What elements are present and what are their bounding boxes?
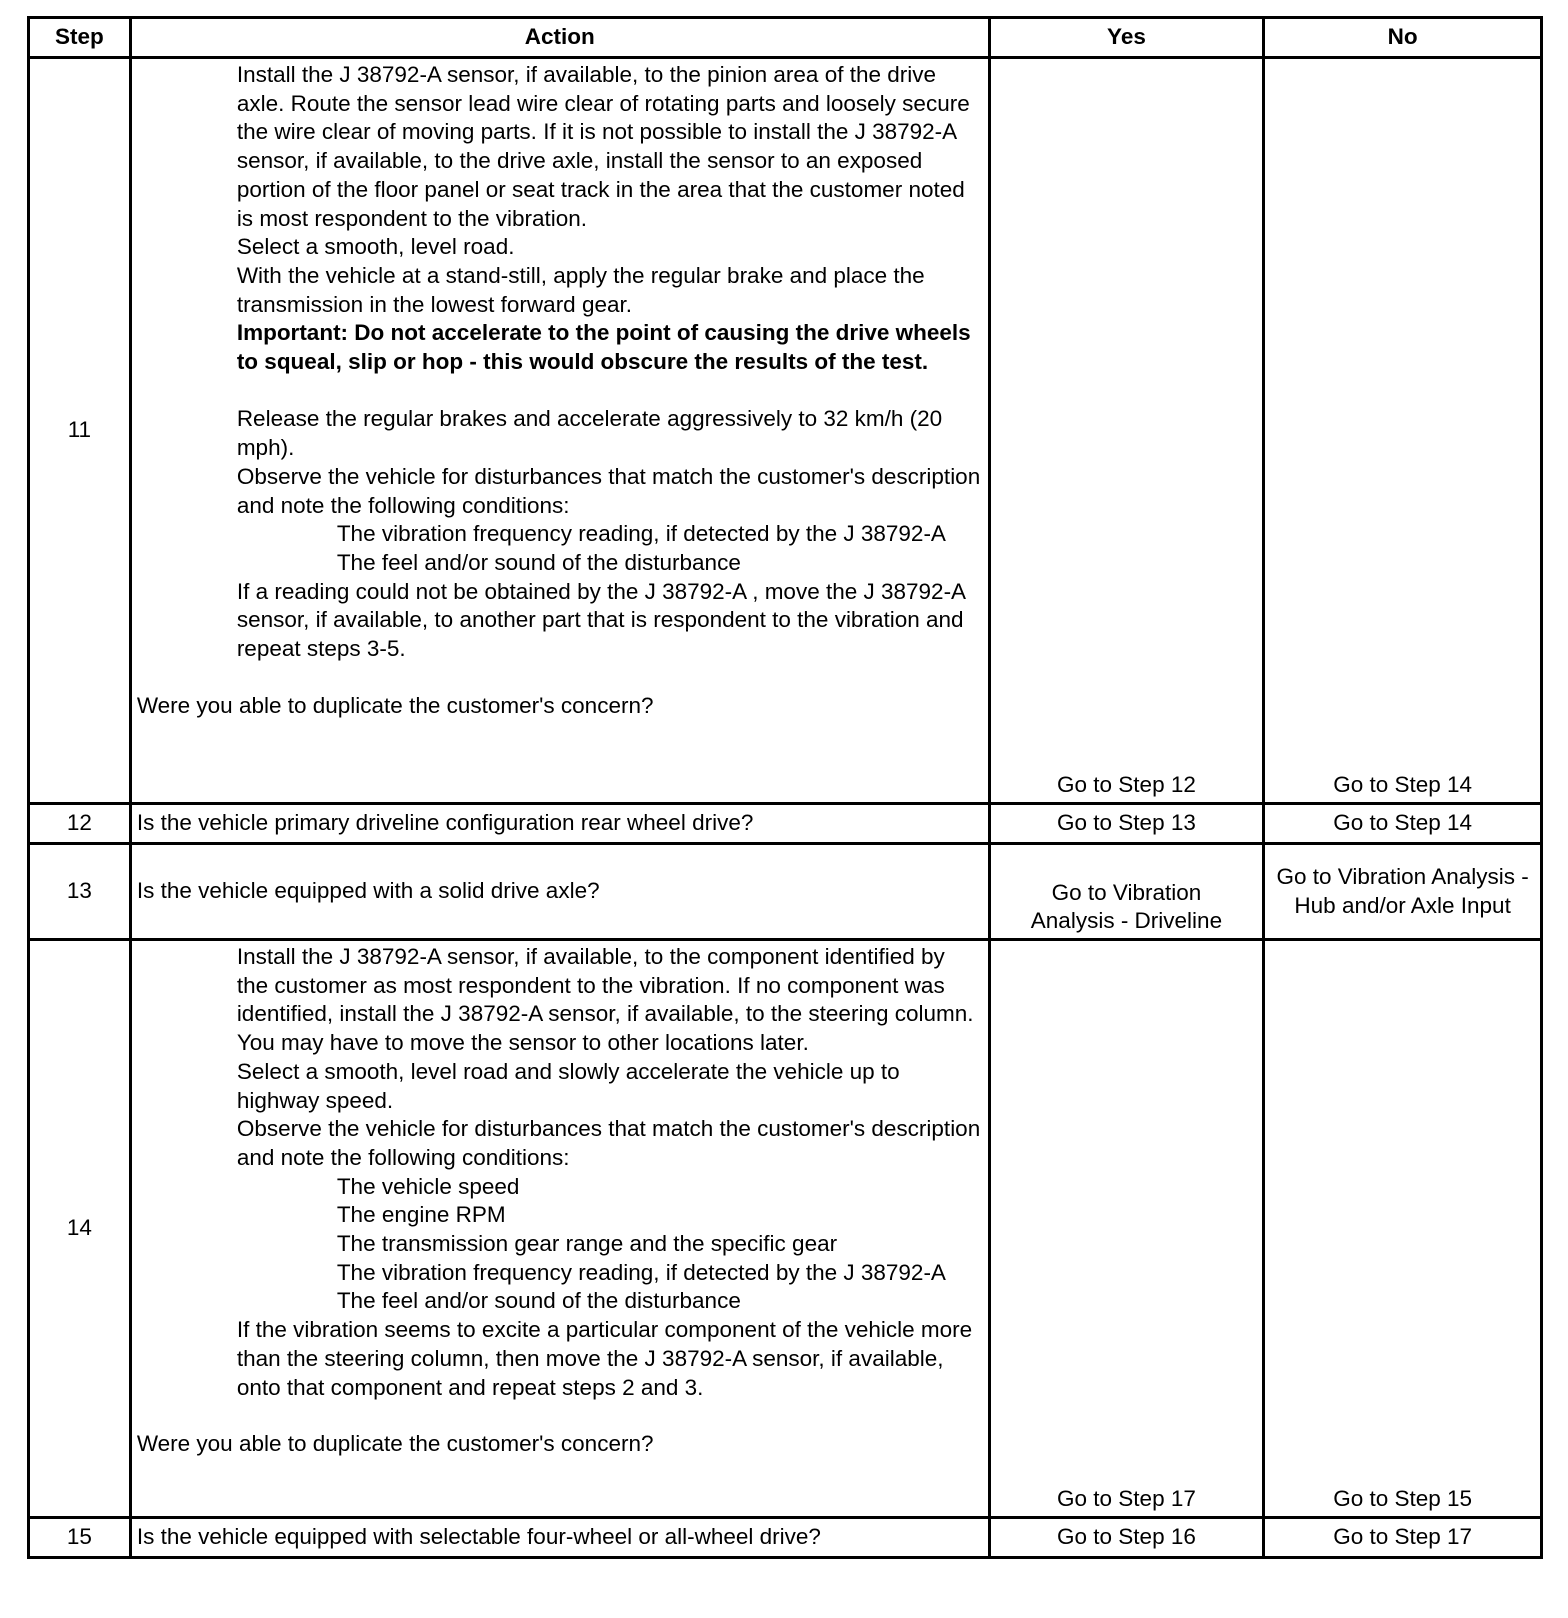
step-number: 11 — [29, 58, 131, 804]
yes-result-text: Go to Vibration Analysis - Driveline — [1030, 879, 1223, 934]
action-cell — [130, 58, 989, 804]
yes-result: Go to Step 12 — [989, 58, 1264, 804]
action-text: If the vibration seems to excite a particular component of the vehicle more than the steering column, then move the J 38792-A sensor, if available, onto that component and repeat steps 2 and 3. — [236, 1317, 973, 1400]
action-text: Install the J 38792-A sensor, if available, to the pinion area of the drive axle. Route the sensor lead wire clear of rotating parts and loosely secure the wire clear of moving parts. If it is not possible to install the J 38792-A sensor, if available, to the drive axle, install the sensor to an exposed portion of the floor panel or seat track in the area that the customer noted is most respondent to the vibration. — [236, 62, 970, 231]
step-question: Is the vehicle equipped with selectable four-wheel or all-wheel drive? — [130, 1518, 989, 1558]
step-question: Is the vehicle primary driveline configuration rear wheel drive? — [130, 804, 989, 844]
step-question: Is the vehicle equipped with a solid drive axle? — [130, 844, 989, 940]
no-result: Go to Step 14 — [1264, 58, 1542, 804]
yes-result: Go to Step 16 — [989, 1518, 1264, 1558]
step-number: 15 — [29, 1518, 131, 1558]
action-text: Select a smooth, level road and slowly accelerate the vehicle up to highway speed. — [236, 1058, 900, 1113]
step-number: 14 — [29, 940, 131, 1518]
action-text: Install the J 38792-A sensor, if available, to the component identified by the customer as most respondent to the vibration. If no component was identified, install the J 38792-A sensor, if available, to the steering column. You may have to move the sensor to other locations later. — [236, 944, 974, 1056]
action-cell — [130, 940, 989, 1518]
header-yes: Yes — [989, 18, 1264, 58]
step-number: 13 — [29, 844, 131, 940]
no-result: Go to Step 17 — [1264, 1518, 1542, 1558]
header-no: No — [1264, 18, 1542, 58]
action-text: If a reading could not be obtained by the J 38792-A , move the J 38792-A sensor, if available, to another part that is respondent to the vibration and repeat steps 3-5. — [236, 578, 965, 662]
condition-item: The vibration frequency reading, if detected by the J 38792-A — [336, 1259, 946, 1285]
important-note: Important: Do not accelerate to the point of causing the drive wheels to squeal, slip or hop - this would obscure the results of the test. — [236, 320, 971, 375]
no-result-text: Go to Vibration Analysis - Hub and/or Axle Input — [1276, 863, 1529, 918]
step-question: Were you able to duplicate the customer's concern? — [136, 1431, 654, 1457]
condition-item: The engine RPM — [336, 1202, 506, 1228]
no-result: Go to Step 14 — [1264, 804, 1542, 844]
header-step: Step — [29, 18, 131, 58]
action-text: Observe the vehicle for disturbances that match the customer's description and note the following conditions: — [236, 1116, 981, 1170]
yes-result: Go to Step 17 — [989, 940, 1264, 1518]
table-row — [29, 1518, 1542, 1558]
table-row — [29, 844, 1542, 940]
yes-result — [989, 844, 1264, 940]
action-text: Release the regular brakes and accelerate aggressively to 32 km/h (20 mph). — [236, 406, 943, 461]
table-row — [29, 804, 1542, 844]
condition-item: The feel and/or sound of the disturbance — [336, 549, 741, 575]
table-row — [29, 58, 1542, 804]
yes-result: Go to Step 13 — [989, 804, 1264, 844]
no-result — [1264, 844, 1542, 940]
action-text: With the vehicle at a stand-still, apply the regular brake and place the transmission in the lowest forward gear. — [236, 262, 925, 317]
diagnostic-table — [27, 16, 1543, 1559]
no-result: Go to Step 15 — [1264, 940, 1542, 1518]
condition-item: The vibration frequency reading, if detected by the J 38792-A — [336, 521, 946, 547]
condition-item: The vehicle speed — [336, 1173, 520, 1199]
condition-item: The transmission gear range and the specific gear — [336, 1231, 838, 1257]
condition-item: The feel and/or sound of the disturbance — [336, 1288, 741, 1314]
header-action: Action — [130, 18, 989, 58]
table-row — [29, 940, 1542, 1518]
action-text: Observe the vehicle for disturbances that match the customer's description and note the following conditions: — [236, 463, 981, 518]
header-row — [29, 18, 1542, 58]
action-text: Select a smooth, level road. — [236, 234, 515, 260]
step-number: 12 — [29, 804, 131, 844]
step-question: Were you able to duplicate the customer's concern? — [136, 692, 654, 718]
